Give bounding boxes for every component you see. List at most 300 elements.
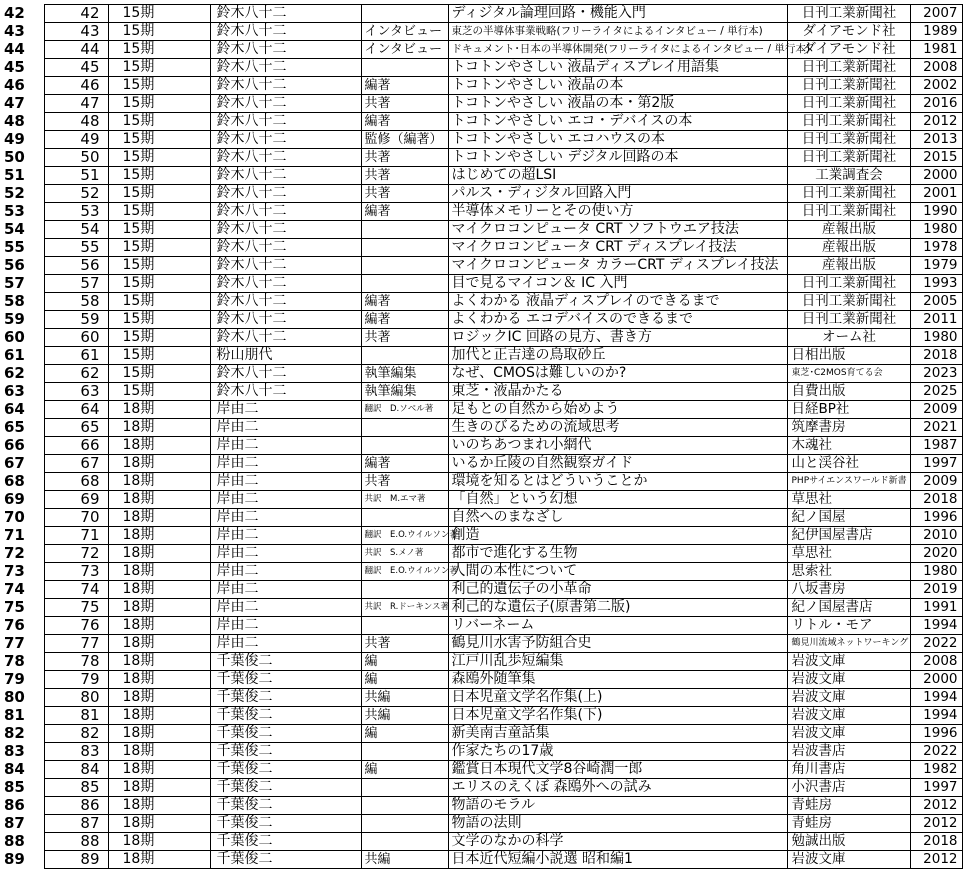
- cell-term[interactable]: 18期: [108, 545, 210, 563]
- cell-publisher[interactable]: 日刊工業新聞社: [787, 185, 910, 203]
- cell-year[interactable]: 2008: [910, 653, 962, 671]
- cell-year[interactable]: 2009: [910, 401, 962, 419]
- cell-number[interactable]: 86: [44, 797, 108, 815]
- cell-title[interactable]: トコトンやさしい 液晶の本: [448, 77, 787, 95]
- cell-number[interactable]: 77: [44, 635, 108, 653]
- cell-term[interactable]: 18期: [108, 851, 210, 869]
- cell-term[interactable]: 18期: [108, 527, 210, 545]
- cell-role[interactable]: [361, 797, 448, 815]
- cell-publisher[interactable]: ダイアモンド社: [787, 41, 910, 59]
- row-number[interactable]: 66: [4, 436, 25, 454]
- row-number[interactable]: 76: [4, 616, 25, 634]
- cell-title[interactable]: 利己的な遺伝子(原書第二版): [448, 599, 787, 617]
- cell-year[interactable]: 1997: [910, 779, 962, 797]
- cell-publisher[interactable]: 日刊工業新聞社: [787, 5, 910, 23]
- cell-title[interactable]: よくわかる エコデバイスのできるまで: [448, 311, 787, 329]
- cell-publisher[interactable]: 八坂書房: [787, 581, 910, 599]
- cell-role[interactable]: 共著: [361, 329, 448, 347]
- cell-year[interactable]: 1993: [910, 275, 962, 293]
- cell-publisher[interactable]: 草思社: [787, 545, 910, 563]
- cell-term[interactable]: 18期: [108, 671, 210, 689]
- cell-author[interactable]: 岸由二: [210, 527, 361, 545]
- cell-author[interactable]: 岸由二: [210, 419, 361, 437]
- cell-year[interactable]: 2010: [910, 527, 962, 545]
- cell-term[interactable]: 15期: [108, 167, 210, 185]
- cell-author[interactable]: 鈴木八十二: [210, 23, 361, 41]
- cell-title[interactable]: 物語のモラル: [448, 797, 787, 815]
- cell-term[interactable]: 15期: [108, 365, 210, 383]
- cell-number[interactable]: 87: [44, 815, 108, 833]
- cell-author[interactable]: 岸由二: [210, 563, 361, 581]
- cell-title[interactable]: 森鴎外随筆集: [448, 671, 787, 689]
- cell-number[interactable]: 79: [44, 671, 108, 689]
- cell-role[interactable]: 共訳 M.エマ著: [361, 491, 448, 509]
- cell-role[interactable]: 編: [361, 725, 448, 743]
- cell-term[interactable]: 15期: [108, 131, 210, 149]
- cell-title[interactable]: 物語の法則: [448, 815, 787, 833]
- cell-title[interactable]: リバーネーム: [448, 617, 787, 635]
- cell-number[interactable]: 46: [44, 77, 108, 95]
- cell-number[interactable]: 76: [44, 617, 108, 635]
- cell-term[interactable]: 15期: [108, 77, 210, 95]
- cell-number[interactable]: 81: [44, 707, 108, 725]
- cell-publisher[interactable]: 筑摩書房: [787, 419, 910, 437]
- cell-role[interactable]: 編著: [361, 311, 448, 329]
- cell-publisher[interactable]: 岩波文庫: [787, 671, 910, 689]
- row-number[interactable]: 75: [4, 598, 25, 616]
- cell-author[interactable]: 岸由二: [210, 635, 361, 653]
- cell-title[interactable]: 作家たちの17歳: [448, 743, 787, 761]
- cell-publisher[interactable]: 山と渓谷社: [787, 455, 910, 473]
- cell-publisher[interactable]: 思索社: [787, 563, 910, 581]
- cell-publisher[interactable]: 草思社: [787, 491, 910, 509]
- cell-year[interactable]: 1978: [910, 239, 962, 257]
- cell-number[interactable]: 58: [44, 293, 108, 311]
- cell-year[interactable]: 2022: [910, 635, 962, 653]
- cell-publisher[interactable]: 紀伊国屋書店: [787, 527, 910, 545]
- cell-term[interactable]: 15期: [108, 311, 210, 329]
- cell-role[interactable]: 編著: [361, 113, 448, 131]
- cell-number[interactable]: 78: [44, 653, 108, 671]
- cell-role[interactable]: 編: [361, 761, 448, 779]
- cell-publisher[interactable]: リトル・モア: [787, 617, 910, 635]
- cell-number[interactable]: 67: [44, 455, 108, 473]
- cell-publisher[interactable]: 角川書店: [787, 761, 910, 779]
- row-number[interactable]: 52: [4, 184, 25, 202]
- cell-role[interactable]: 共編: [361, 851, 448, 869]
- row-number[interactable]: 73: [4, 562, 25, 580]
- row-number[interactable]: 74: [4, 580, 25, 598]
- cell-author[interactable]: 鈴木八十二: [210, 257, 361, 275]
- cell-number[interactable]: 74: [44, 581, 108, 599]
- row-number[interactable]: 86: [4, 796, 25, 814]
- cell-author[interactable]: 岸由二: [210, 455, 361, 473]
- cell-year[interactable]: 2012: [910, 797, 962, 815]
- row-number[interactable]: 60: [4, 328, 25, 346]
- row-number[interactable]: 46: [4, 76, 25, 94]
- cell-role[interactable]: [361, 815, 448, 833]
- row-number[interactable]: 54: [4, 220, 25, 238]
- cell-publisher[interactable]: 岩波文庫: [787, 689, 910, 707]
- cell-title[interactable]: エリスのえくぼ 森鴎外への試み: [448, 779, 787, 797]
- cell-year[interactable]: 2007: [910, 5, 962, 23]
- cell-role[interactable]: 編: [361, 671, 448, 689]
- cell-title[interactable]: よくわかる 液晶ディスプレイのできるまで: [448, 293, 787, 311]
- cell-number[interactable]: 72: [44, 545, 108, 563]
- cell-number[interactable]: 42: [44, 5, 108, 23]
- cell-number[interactable]: 68: [44, 473, 108, 491]
- cell-role[interactable]: 編著: [361, 77, 448, 95]
- row-number[interactable]: 59: [4, 310, 25, 328]
- cell-publisher[interactable]: 紀ノ国屋: [787, 509, 910, 527]
- cell-publisher[interactable]: 岩波文庫: [787, 707, 910, 725]
- cell-author[interactable]: 岸由二: [210, 437, 361, 455]
- cell-title[interactable]: マイクロコンピュータ CRT ソフトウエア技法: [448, 221, 787, 239]
- cell-term[interactable]: 15期: [108, 329, 210, 347]
- cell-title[interactable]: 自然へのまなざし: [448, 509, 787, 527]
- cell-year[interactable]: 2018: [910, 491, 962, 509]
- cell-author[interactable]: 岸由二: [210, 545, 361, 563]
- row-number[interactable]: 70: [4, 508, 25, 526]
- row-number[interactable]: 57: [4, 274, 25, 292]
- cell-role[interactable]: 共訳 R.ドーキンス著: [361, 599, 448, 617]
- cell-term[interactable]: 15期: [108, 5, 210, 23]
- cell-term[interactable]: 18期: [108, 635, 210, 653]
- cell-year[interactable]: 1980: [910, 329, 962, 347]
- cell-term[interactable]: 18期: [108, 689, 210, 707]
- cell-term[interactable]: 18期: [108, 761, 210, 779]
- cell-number[interactable]: 53: [44, 203, 108, 221]
- cell-number[interactable]: 88: [44, 833, 108, 851]
- cell-publisher[interactable]: 日刊工業新聞社: [787, 77, 910, 95]
- cell-year[interactable]: 2016: [910, 95, 962, 113]
- row-number[interactable]: 88: [4, 832, 25, 850]
- cell-year[interactable]: 1979: [910, 257, 962, 275]
- cell-number[interactable]: 83: [44, 743, 108, 761]
- cell-publisher[interactable]: 日刊工業新聞社: [787, 113, 910, 131]
- cell-author[interactable]: 鈴木八十二: [210, 383, 361, 401]
- cell-title[interactable]: トコトンやさしい デジタル回路の本: [448, 149, 787, 167]
- cell-title[interactable]: トコトンやさしい 液晶ディスプレイ用語集: [448, 59, 787, 77]
- cell-role[interactable]: 翻訳 E.O.ウイルソン著: [361, 527, 448, 545]
- cell-year[interactable]: 1982: [910, 761, 962, 779]
- cell-title[interactable]: 日本近代短編小説選 昭和編1: [448, 851, 787, 869]
- cell-role[interactable]: 編: [361, 653, 448, 671]
- cell-publisher[interactable]: 青蛙房: [787, 797, 910, 815]
- cell-title[interactable]: トコトンやさしい エコ・デバイスの本: [448, 113, 787, 131]
- cell-number[interactable]: 43: [44, 23, 108, 41]
- cell-author[interactable]: 鈴木八十二: [210, 185, 361, 203]
- cell-year[interactable]: 1994: [910, 689, 962, 707]
- cell-number[interactable]: 50: [44, 149, 108, 167]
- cell-term[interactable]: 15期: [108, 59, 210, 77]
- cell-role[interactable]: [361, 419, 448, 437]
- row-number[interactable]: 87: [4, 814, 25, 832]
- cell-author[interactable]: 鈴木八十二: [210, 131, 361, 149]
- cell-number[interactable]: 85: [44, 779, 108, 797]
- cell-role[interactable]: 共著: [361, 149, 448, 167]
- cell-author[interactable]: 鈴木八十二: [210, 167, 361, 185]
- cell-term[interactable]: 18期: [108, 455, 210, 473]
- cell-title[interactable]: パルス・ディジタル回路入門: [448, 185, 787, 203]
- row-number[interactable]: 53: [4, 202, 25, 220]
- cell-number[interactable]: 54: [44, 221, 108, 239]
- cell-term[interactable]: 15期: [108, 221, 210, 239]
- cell-number[interactable]: 75: [44, 599, 108, 617]
- cell-author[interactable]: 千葉俊二: [210, 671, 361, 689]
- cell-author[interactable]: 粉山朋代: [210, 347, 361, 365]
- cell-year[interactable]: 1980: [910, 221, 962, 239]
- cell-year[interactable]: 2001: [910, 185, 962, 203]
- cell-number[interactable]: 59: [44, 311, 108, 329]
- cell-term[interactable]: 18期: [108, 437, 210, 455]
- row-number[interactable]: 44: [4, 40, 25, 58]
- cell-title[interactable]: 鶴見川水害予防組合史: [448, 635, 787, 653]
- row-number[interactable]: 51: [4, 166, 25, 184]
- cell-term[interactable]: 15期: [108, 203, 210, 221]
- cell-term[interactable]: 15期: [108, 293, 210, 311]
- cell-title[interactable]: 鑑賞日本現代文学8谷崎潤一郎: [448, 761, 787, 779]
- cell-role[interactable]: 編著: [361, 203, 448, 221]
- cell-year[interactable]: 2011: [910, 311, 962, 329]
- row-number[interactable]: 69: [4, 490, 25, 508]
- cell-year[interactable]: 1997: [910, 455, 962, 473]
- cell-number[interactable]: 56: [44, 257, 108, 275]
- cell-publisher[interactable]: 日刊工業新聞社: [787, 149, 910, 167]
- row-number[interactable]: 50: [4, 148, 25, 166]
- cell-number[interactable]: 60: [44, 329, 108, 347]
- cell-role[interactable]: [361, 347, 448, 365]
- cell-publisher[interactable]: 日刊工業新聞社: [787, 275, 910, 293]
- cell-number[interactable]: 49: [44, 131, 108, 149]
- cell-author[interactable]: 千葉俊二: [210, 743, 361, 761]
- cell-author[interactable]: 千葉俊二: [210, 725, 361, 743]
- cell-year[interactable]: 1990: [910, 203, 962, 221]
- cell-role[interactable]: [361, 5, 448, 23]
- row-number[interactable]: 56: [4, 256, 25, 274]
- cell-role[interactable]: 共訳 S.メノ著: [361, 545, 448, 563]
- cell-term[interactable]: 15期: [108, 41, 210, 59]
- row-number[interactable]: 80: [4, 688, 25, 706]
- cell-term[interactable]: 18期: [108, 419, 210, 437]
- cell-number[interactable]: 48: [44, 113, 108, 131]
- cell-role[interactable]: 執筆編集: [361, 365, 448, 383]
- row-number[interactable]: 45: [4, 58, 25, 76]
- cell-title[interactable]: トコトンやさしい エコハウスの本: [448, 131, 787, 149]
- cell-author[interactable]: 鈴木八十二: [210, 239, 361, 257]
- cell-number[interactable]: 44: [44, 41, 108, 59]
- cell-author[interactable]: 千葉俊二: [210, 707, 361, 725]
- cell-title[interactable]: トコトンやさしい 液晶の本・第2版: [448, 95, 787, 113]
- cell-publisher[interactable]: ダイアモンド社: [787, 23, 910, 41]
- cell-author[interactable]: 千葉俊二: [210, 833, 361, 851]
- row-number[interactable]: 81: [4, 706, 25, 724]
- cell-role[interactable]: 編著: [361, 455, 448, 473]
- cell-term[interactable]: 15期: [108, 149, 210, 167]
- cell-publisher[interactable]: 小沢書店: [787, 779, 910, 797]
- cell-term[interactable]: 18期: [108, 707, 210, 725]
- cell-year[interactable]: 2012: [910, 815, 962, 833]
- cell-publisher[interactable]: 日刊工業新聞社: [787, 203, 910, 221]
- cell-number[interactable]: 51: [44, 167, 108, 185]
- cell-year[interactable]: 2019: [910, 581, 962, 599]
- row-number[interactable]: 47: [4, 94, 25, 112]
- cell-publisher[interactable]: 勉誠出版: [787, 833, 910, 851]
- cell-term[interactable]: 15期: [108, 23, 210, 41]
- cell-author[interactable]: 岸由二: [210, 581, 361, 599]
- cell-term[interactable]: 18期: [108, 599, 210, 617]
- row-number[interactable]: 68: [4, 472, 25, 490]
- cell-publisher[interactable]: 産報出版: [787, 221, 910, 239]
- cell-author[interactable]: 鈴木八十二: [210, 5, 361, 23]
- cell-author[interactable]: 千葉俊二: [210, 851, 361, 869]
- cell-author[interactable]: 鈴木八十二: [210, 311, 361, 329]
- cell-publisher[interactable]: 日刊工業新聞社: [787, 311, 910, 329]
- cell-year[interactable]: 1996: [910, 509, 962, 527]
- cell-author[interactable]: 千葉俊二: [210, 797, 361, 815]
- cell-author[interactable]: 鈴木八十二: [210, 293, 361, 311]
- cell-number[interactable]: 82: [44, 725, 108, 743]
- cell-term[interactable]: 15期: [108, 347, 210, 365]
- cell-year[interactable]: 1994: [910, 617, 962, 635]
- cell-year[interactable]: 1987: [910, 437, 962, 455]
- cell-year[interactable]: 2000: [910, 167, 962, 185]
- cell-title[interactable]: 人間の本性について: [448, 563, 787, 581]
- cell-role[interactable]: [361, 743, 448, 761]
- cell-term[interactable]: 18期: [108, 473, 210, 491]
- cell-author[interactable]: 鈴木八十二: [210, 95, 361, 113]
- cell-year[interactable]: 2002: [910, 77, 962, 95]
- cell-title[interactable]: マイクロコンピュータ CRT ディスプレイ技法: [448, 239, 787, 257]
- cell-publisher[interactable]: 日相出版: [787, 347, 910, 365]
- cell-title[interactable]: 日本児童文学名作集(上): [448, 689, 787, 707]
- cell-role[interactable]: [361, 437, 448, 455]
- cell-year[interactable]: 2018: [910, 833, 962, 851]
- cell-title[interactable]: 都市で進化する生物: [448, 545, 787, 563]
- row-number[interactable]: 89: [4, 850, 25, 868]
- row-number[interactable]: 48: [4, 112, 25, 130]
- cell-number[interactable]: 47: [44, 95, 108, 113]
- cell-publisher[interactable]: 日刊工業新聞社: [787, 95, 910, 113]
- cell-title[interactable]: 文学のなかの科学: [448, 833, 787, 851]
- cell-author[interactable]: 鈴木八十二: [210, 329, 361, 347]
- cell-number[interactable]: 89: [44, 851, 108, 869]
- row-number[interactable]: 82: [4, 724, 25, 742]
- cell-author[interactable]: 千葉俊二: [210, 653, 361, 671]
- cell-number[interactable]: 80: [44, 689, 108, 707]
- cell-year[interactable]: 2018: [910, 347, 962, 365]
- cell-author[interactable]: 岸由二: [210, 491, 361, 509]
- cell-number[interactable]: 55: [44, 239, 108, 257]
- cell-title[interactable]: 生きのびるための流域思考: [448, 419, 787, 437]
- cell-term[interactable]: 15期: [108, 95, 210, 113]
- cell-role[interactable]: 共著: [361, 473, 448, 491]
- cell-number[interactable]: 71: [44, 527, 108, 545]
- cell-author[interactable]: 千葉俊二: [210, 815, 361, 833]
- cell-number[interactable]: 62: [44, 365, 108, 383]
- cell-title[interactable]: 日本児童文学名作集(下): [448, 707, 787, 725]
- cell-year[interactable]: 1994: [910, 707, 962, 725]
- row-number[interactable]: 64: [4, 400, 25, 418]
- cell-number[interactable]: 64: [44, 401, 108, 419]
- cell-year[interactable]: 2005: [910, 293, 962, 311]
- cell-role[interactable]: [361, 617, 448, 635]
- cell-publisher[interactable]: 日刊工業新聞社: [787, 131, 910, 149]
- cell-term[interactable]: 18期: [108, 743, 210, 761]
- cell-author[interactable]: 鈴木八十二: [210, 275, 361, 293]
- cell-year[interactable]: 1981: [910, 41, 962, 59]
- cell-year[interactable]: 2015: [910, 149, 962, 167]
- cell-term[interactable]: 18期: [108, 833, 210, 851]
- cell-year[interactable]: 2022: [910, 743, 962, 761]
- cell-role[interactable]: 監修（編著）: [361, 131, 448, 149]
- cell-author[interactable]: 鈴木八十二: [210, 77, 361, 95]
- cell-title[interactable]: ディジタル論理回路・機能入門: [448, 5, 787, 23]
- row-number[interactable]: 67: [4, 454, 25, 472]
- cell-role[interactable]: [361, 257, 448, 275]
- cell-title[interactable]: 「自然」という幻想: [448, 491, 787, 509]
- cell-publisher[interactable]: 紀ノ国屋書店: [787, 599, 910, 617]
- cell-author[interactable]: 鈴木八十二: [210, 221, 361, 239]
- cell-term[interactable]: 15期: [108, 383, 210, 401]
- cell-author[interactable]: 鈴木八十二: [210, 41, 361, 59]
- cell-role[interactable]: 翻訳 D.ソベル著: [361, 401, 448, 419]
- row-number[interactable]: 65: [4, 418, 25, 436]
- row-number[interactable]: 61: [4, 346, 25, 364]
- cell-title[interactable]: いのちあつまれ小網代: [448, 437, 787, 455]
- cell-author[interactable]: 岸由二: [210, 599, 361, 617]
- cell-year[interactable]: 1996: [910, 725, 962, 743]
- cell-publisher[interactable]: 岩波文庫: [787, 851, 910, 869]
- cell-role[interactable]: [361, 221, 448, 239]
- cell-publisher[interactable]: 鶴見川流域ネットワーキング: [787, 635, 910, 653]
- cell-year[interactable]: 2020: [910, 545, 962, 563]
- cell-term[interactable]: 18期: [108, 401, 210, 419]
- cell-term[interactable]: 18期: [108, 563, 210, 581]
- cell-year[interactable]: 2000: [910, 671, 962, 689]
- cell-title[interactable]: いるか丘陵の自然観察ガイド: [448, 455, 787, 473]
- cell-role[interactable]: 共編: [361, 707, 448, 725]
- cell-term[interactable]: 18期: [108, 491, 210, 509]
- cell-title[interactable]: 半導体メモリーとその使い方: [448, 203, 787, 221]
- cell-author[interactable]: 鈴木八十二: [210, 59, 361, 77]
- cell-role[interactable]: インタビュー: [361, 23, 448, 41]
- cell-author[interactable]: 千葉俊二: [210, 761, 361, 779]
- cell-title[interactable]: 創造: [448, 527, 787, 545]
- row-number[interactable]: 85: [4, 778, 25, 796]
- cell-number[interactable]: 70: [44, 509, 108, 527]
- cell-role[interactable]: 共著: [361, 167, 448, 185]
- cell-number[interactable]: 45: [44, 59, 108, 77]
- cell-role[interactable]: インタビュー: [361, 41, 448, 59]
- cell-term[interactable]: 18期: [108, 779, 210, 797]
- cell-year[interactable]: 2023: [910, 365, 962, 383]
- cell-term[interactable]: 18期: [108, 509, 210, 527]
- cell-title[interactable]: 東芝・液晶かたる: [448, 383, 787, 401]
- cell-publisher[interactable]: 木魂社: [787, 437, 910, 455]
- cell-term[interactable]: 18期: [108, 653, 210, 671]
- cell-author[interactable]: 鈴木八十二: [210, 203, 361, 221]
- cell-role[interactable]: [361, 581, 448, 599]
- cell-role[interactable]: 共著: [361, 635, 448, 653]
- cell-author[interactable]: 岸由二: [210, 617, 361, 635]
- cell-title[interactable]: 目で見るマイコン＆ IC 入門: [448, 275, 787, 293]
- row-number[interactable]: 58: [4, 292, 25, 310]
- cell-year[interactable]: 2012: [910, 851, 962, 869]
- cell-number[interactable]: 57: [44, 275, 108, 293]
- cell-title[interactable]: 東芝の半導体事業戦略(フリーライタによるインタビュー / 単行本): [448, 23, 787, 41]
- cell-year[interactable]: 1991: [910, 599, 962, 617]
